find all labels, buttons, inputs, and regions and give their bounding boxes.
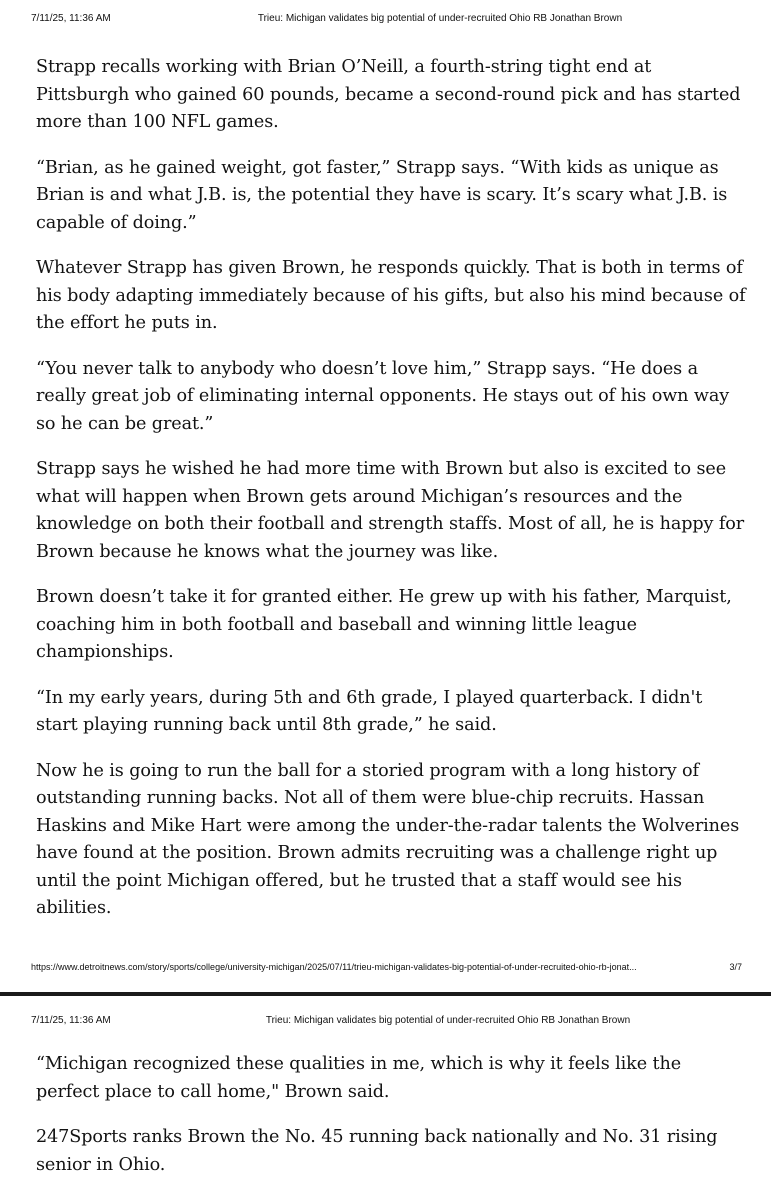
paragraph: Whatever Strapp has given Brown, he responds quickly. That is both in terms of his body adapting immediately because of his gifts, but also his mind because of the effort he puts in. — [36, 258, 746, 333]
article-body — [36, 54, 748, 941]
article-body — [36, 1051, 748, 1197]
paragraph: Strapp recalls working with Brian O’Neill, a fourth-string tight end at Pittsburgh who gained 60 pounds, became a second-round pick and has started more than 100 NFL games. — [36, 57, 741, 132]
paragraph: “In my early years, during 5th and 6th grade, I played quarterback. I didn't start playing running back until 8th grade,” he said. — [36, 687, 703, 735]
print-footer — [0, 962, 771, 978]
print-header — [0, 13, 771, 33]
paragraph: Strapp says he wished he had more time with Brown but also is excited to see what will happen when Brown gets around Michigan’s resources and the knowledge on both their football and strength staffs. Most of all, he is happy for Brown because he knows what the journey was like. — [36, 459, 745, 562]
page-number: 3/7 — [729, 962, 742, 972]
paragraph: Now he is going to run the ball for a storied program with a long history of outstanding running backs. Not all of them were blue-chip recruits. Hassan Haskins and Mike Hart were among the under-the-radar talents the Wolverines have found at the position. Brown admits recruiting was a challenge right up until the point Michigan offered, but he trusted that a staff would see his abilities. — [36, 760, 740, 918]
print-date: 7/11/25, 11:36 AM — [31, 1015, 111, 1026]
paragraph: “Brian, as he gained weight, got faster,” Strapp says. “With kids as unique as Brian is and what J.B. is, the potential they have is scary. It’s scary what J.B. is capable of doing.” — [36, 157, 728, 233]
source-url: https://www.detroitnews.com/story/sports/college/university-michigan/2025/07/11/trieu-michigan-validates-big-potential-of-under-recruited-ohio-rb-jonat... — [31, 962, 637, 972]
print-header — [0, 1015, 771, 1035]
paragraph: Brown doesn’t take it for granted either. He grew up with his father, Marquist, coaching him in both football and baseball and winning little league championships. — [36, 587, 732, 662]
print-title: Trieu: Michigan validates big potential of under-recruited Ohio RB Jonathan Brown — [257, 13, 623, 24]
print-title: Trieu: Michigan validates big potential of under-recruited Ohio RB Jonathan Brown — [265, 1015, 631, 1026]
paragraph: “Michigan recognized these qualities in me, which is why it feels like the perfect place to call home," Brown said. — [36, 1054, 682, 1102]
paragraph: “You never talk to anybody who doesn’t love him,” Strapp says. “He does a really great job of eliminating internal opponents. He stays out of his own way so he can be great.” — [36, 358, 730, 434]
paragraph: 247Sports ranks Brown the No. 45 running back nationally and No. 31 rising senior in Ohio. — [36, 1127, 718, 1175]
page-4 — [0, 996, 771, 1200]
print-date: 7/11/25, 11:36 AM — [31, 13, 111, 24]
